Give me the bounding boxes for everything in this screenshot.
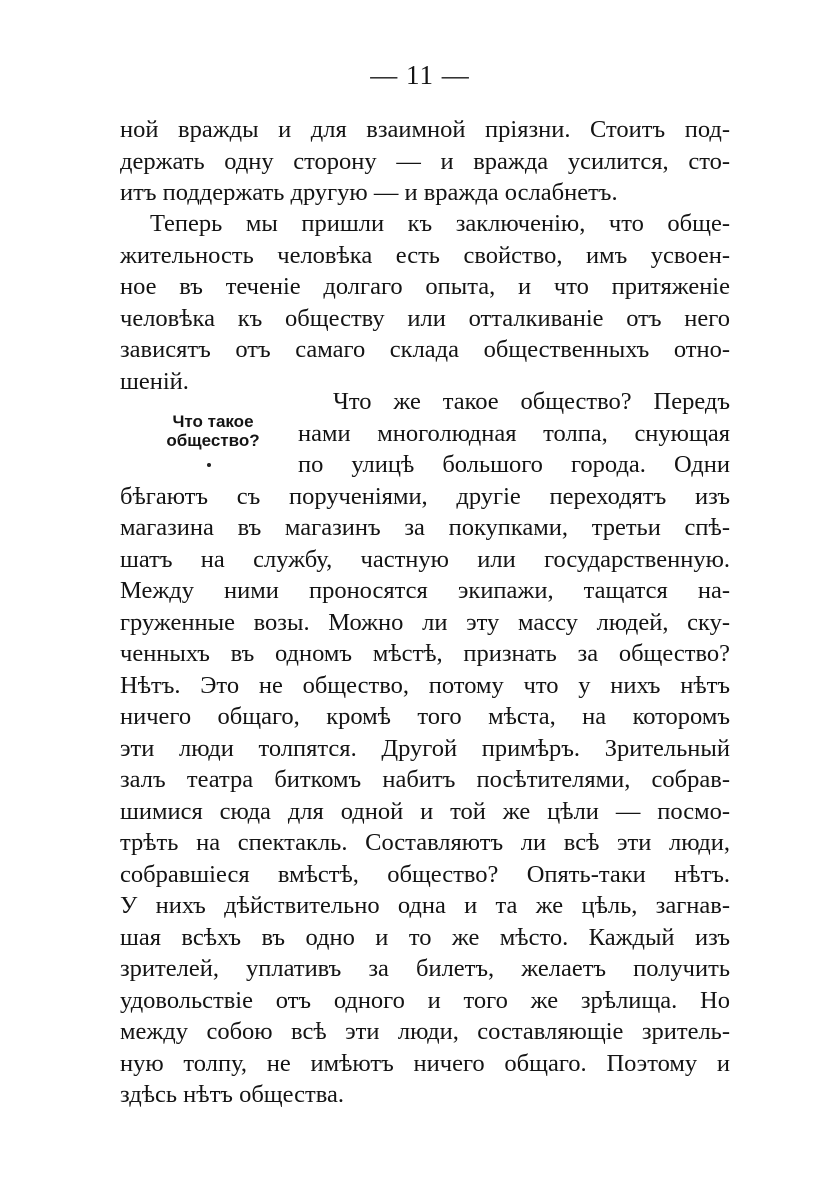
text-line: груженные возы. Можно ли эту массу людей, ску- xyxy=(120,608,730,636)
text-line: нами многолюдная толпа, снующая xyxy=(298,419,730,447)
text-line: Между ними проносятся экипажи, тащатся на- xyxy=(120,577,730,604)
text-line: держать одну сторону — и вражда усилится, сто- xyxy=(120,147,730,175)
text-line: итъ поддержать другую — и вражда ослабнетъ. xyxy=(120,179,618,206)
text-line: ное въ теченiе долгаго опыта, и что притяженiе xyxy=(120,273,730,300)
text-line: шенiй. xyxy=(120,367,189,395)
text-line: магазина въ магазинъ за покупками, третьи спѣ- xyxy=(120,514,730,541)
text-line: удовольствiе отъ одного и того же зрѣлища. Но xyxy=(120,986,730,1014)
text-line: эти люди толпятся. Другой примѣръ. Зрительный xyxy=(120,734,730,762)
text-line: бѣгаютъ съ порученiями, другiе переходятъ изъ xyxy=(120,482,730,510)
paragraph-2 xyxy=(120,208,730,397)
text-line: собравшiеся вмѣстѣ, общество? Опять-таки нѣтъ. xyxy=(120,860,730,888)
text-line: зрителей, уплативъ за билетъ, желаетъ получить xyxy=(120,955,730,982)
text-line: Что же такое общество? Передъ xyxy=(333,388,730,415)
text-line: трѣть на спектакль. Составляютъ ли всѣ эти люди, xyxy=(120,829,730,856)
text-line: по улицѣ большого города. Одни xyxy=(298,451,730,478)
paragraph-1 xyxy=(120,114,730,209)
text-line: шая всѣхъ въ одно и то же мѣсто. Каждый изъ xyxy=(120,923,730,951)
text-line: Нѣтъ. Это не общество, потому что у нихъ нѣтъ xyxy=(120,671,730,699)
text-line: ную толпу, не имѣютъ ничего общаго. Поэтому и xyxy=(120,1049,730,1077)
text-line: У нихъ дѣйствительно одна и та же цѣль, загнав- xyxy=(120,892,730,919)
text-line: шатъ на службу, частную или государственную. xyxy=(120,545,730,573)
text-line: здѣсь нѣтъ общества. xyxy=(120,1081,344,1108)
text-line: ченныхъ въ одномъ мѣстѣ, признать за общество? xyxy=(120,640,730,667)
text-line: ной вражды и для взаимной прiязни. Стоитъ под- xyxy=(120,116,730,143)
text-line: человѣка къ обществу или отталкиванiе отъ него xyxy=(120,304,730,332)
margin-note-line: общество? xyxy=(166,431,260,450)
text-line: ничего общаго, кромѣ того мѣста, на которомъ xyxy=(120,703,730,730)
page-number: — 11 — xyxy=(370,60,470,90)
text-line: зависятъ отъ самаго склада общественныхъ отно- xyxy=(120,336,730,363)
text-line: шимися сюда для одной и той же цѣли — посмо- xyxy=(120,797,730,825)
text-line: жительность человѣка есть свойство, имъ усвоен- xyxy=(120,241,730,269)
text-line: между собою всѣ эти люди, составляющiе зритель- xyxy=(120,1018,730,1045)
paragraph-3 xyxy=(120,386,730,1111)
margin-note-line: Что такое xyxy=(172,412,254,431)
text-line: залъ театра биткомъ набитъ посѣтителями, собрав- xyxy=(120,766,730,793)
text-line: Теперь мы пришли къ заключенiю, что обще- xyxy=(150,210,730,237)
